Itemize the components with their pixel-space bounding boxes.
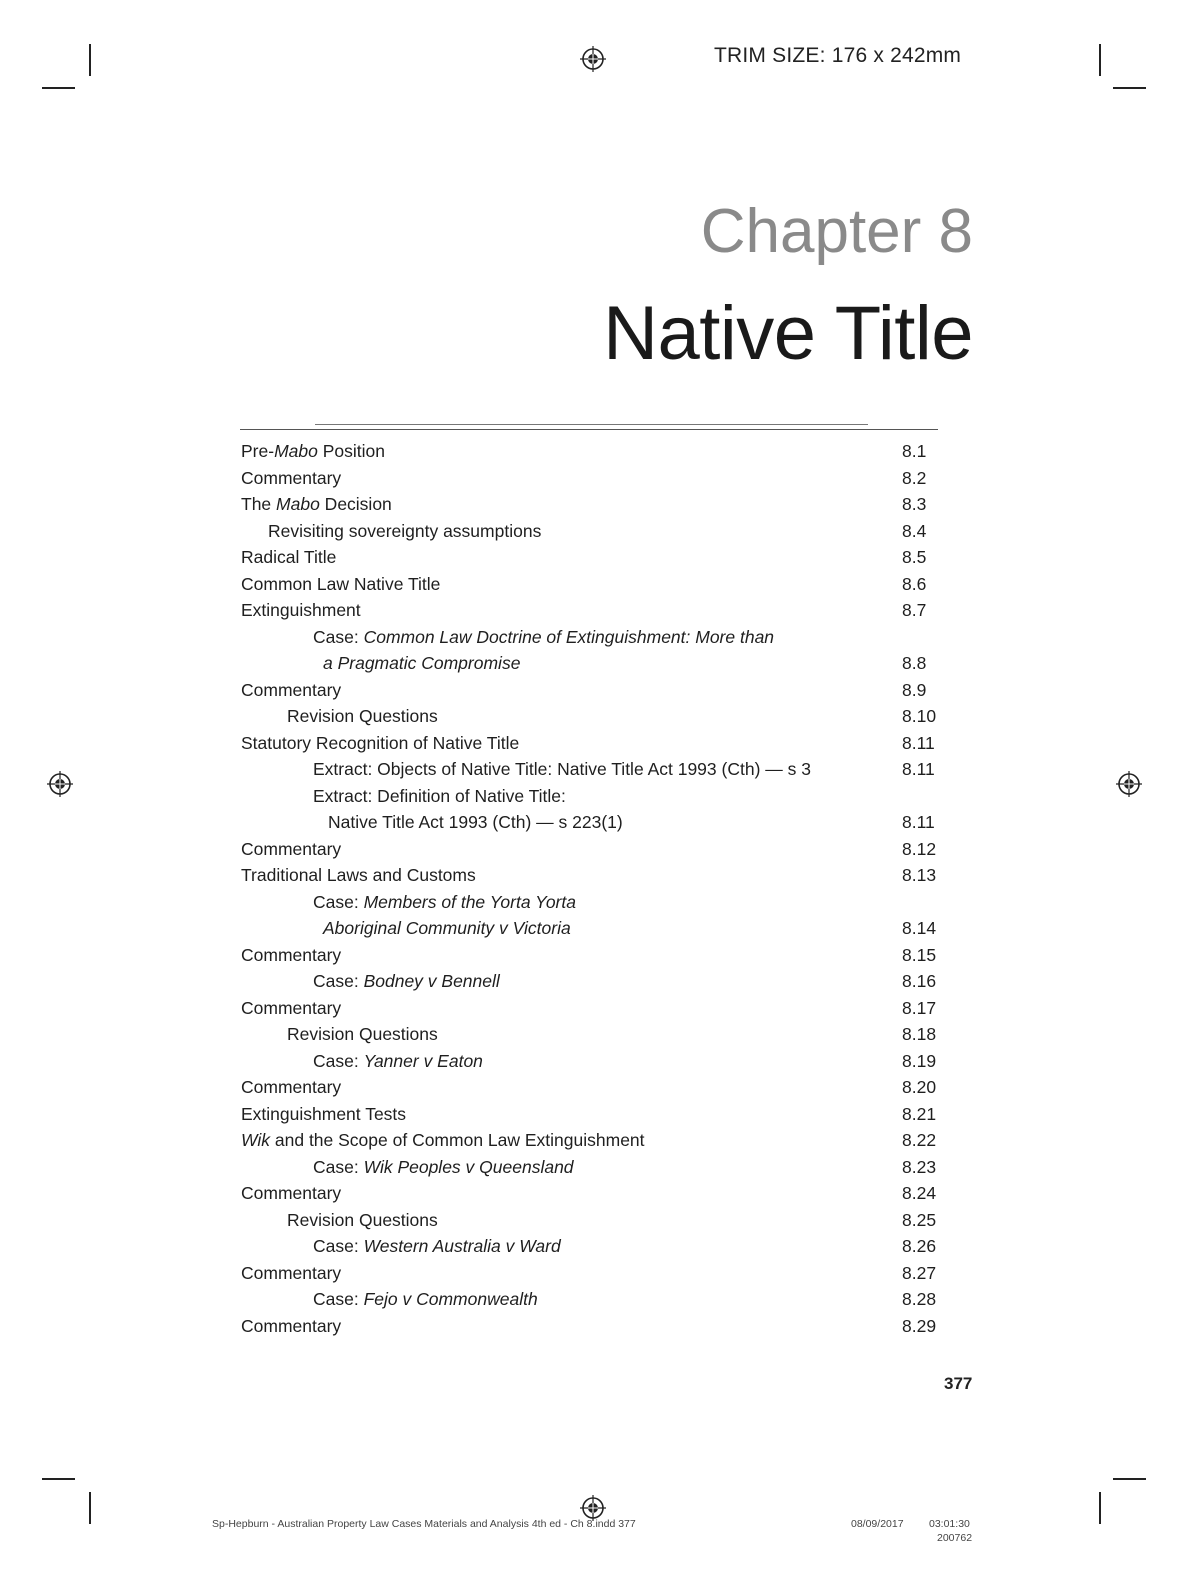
toc-entry-title <box>323 650 520 676</box>
toc-entry <box>0 1313 1200 1339</box>
toc-entry <box>0 1021 1200 1047</box>
toc-entry-text: Case: <box>313 626 364 647</box>
toc-entry <box>0 465 1200 491</box>
toc-entry-number: 8.3 <box>902 494 927 514</box>
toc-entry <box>0 942 1200 968</box>
footer-date: 08/09/2017 <box>851 1518 904 1530</box>
toc-entry-number: 8.18 <box>902 1024 937 1044</box>
toc-entry <box>0 756 1200 782</box>
toc-entry-number: 8.10 <box>902 706 937 726</box>
toc-entry-title <box>313 1048 483 1074</box>
toc-entry-text: Case: <box>313 1050 364 1071</box>
toc-entry-number: 8.17 <box>902 997 937 1018</box>
footer-file-info: Sp-Hepburn - Australian Property Law Cases Materials and Analysis 4th ed - Ch 8.indd 377 <box>212 1518 636 1530</box>
chapter-title: Native Title <box>603 291 973 376</box>
toc-entry <box>0 783 1200 809</box>
toc-entry-title <box>241 1127 645 1153</box>
toc-entry-number: 8.19 <box>902 1050 937 1071</box>
toc-entry <box>0 1260 1200 1286</box>
toc-entry-title <box>241 942 341 968</box>
toc-entry <box>0 1180 1200 1206</box>
toc-entry-title <box>323 915 571 941</box>
toc-entry-text: Commentary <box>241 997 342 1018</box>
crop-mark-top-right-v <box>1099 44 1101 76</box>
toc-entry <box>0 862 1200 888</box>
toc-entry-number: 8.24 <box>902 1183 937 1203</box>
toc-entry-title <box>241 491 392 517</box>
toc-entry-title <box>241 1074 341 1100</box>
toc-entry-title <box>268 518 541 544</box>
toc-entry-title <box>328 809 623 835</box>
toc-entry-title <box>241 730 519 756</box>
toc-entry-text: Case: <box>313 891 364 912</box>
toc-entry-title <box>287 1207 438 1233</box>
toc-entry-number: 8.23 <box>902 1156 937 1177</box>
toc-entry-title <box>241 544 336 570</box>
toc-entry-title <box>241 1313 341 1339</box>
toc-entry <box>0 624 1200 650</box>
toc-entry <box>0 544 1200 570</box>
toc-entry-number: 8.11 <box>902 732 935 753</box>
toc-entry-text: Statutory Recognition of Native Title <box>241 732 520 753</box>
toc-entry <box>0 1233 1200 1259</box>
toc-entry-title <box>241 836 341 862</box>
toc-entry-title <box>313 968 500 994</box>
toc-entry-number: 8.25 <box>902 1209 937 1230</box>
toc-entry-text: Commentary <box>241 838 342 859</box>
toc-rule-lower <box>240 429 938 430</box>
toc-entry <box>0 809 1200 835</box>
page-number: 377 <box>944 1374 973 1393</box>
toc-entry <box>0 995 1200 1021</box>
toc-entry <box>0 1074 1200 1100</box>
toc-entry-number: 8.11 <box>902 759 935 779</box>
toc-entry-text: Revision Questions <box>287 1024 438 1044</box>
toc-entry-number: 8.8 <box>902 653 927 673</box>
toc-entry-title <box>241 1180 341 1206</box>
toc-entry-title <box>241 465 341 491</box>
toc-entry-text: Native Title Act 1993 (Cth) — s 223(1) <box>328 812 623 832</box>
toc-entry-text: Extinguishment <box>241 600 361 620</box>
toc-entry-text: Commentary <box>241 1183 342 1203</box>
toc-entry <box>0 518 1200 544</box>
toc-entry-text: Wik Peoples v Queensland <box>363 1156 574 1177</box>
toc-entry-text: Radical Title <box>241 547 337 567</box>
crop-mark-top-right-h <box>1113 87 1146 89</box>
toc-entry-title <box>313 1286 538 1312</box>
toc-entry-title <box>241 1260 341 1286</box>
toc-entry-title <box>313 1233 561 1259</box>
toc-entry-text: Decision <box>319 494 392 514</box>
toc-entry-text: Western Australia v Ward <box>363 1236 561 1256</box>
toc-entry <box>0 571 1200 597</box>
toc-entry-text: Commentary <box>241 679 342 700</box>
toc-entry-number: 8.14 <box>902 918 937 938</box>
toc-entry <box>0 968 1200 994</box>
toc-entry-title <box>241 677 341 703</box>
trim-size-label: TRIM SIZE: 176 x 242mm <box>714 44 962 67</box>
toc-entry <box>0 730 1200 756</box>
toc-entry-text: Commentary <box>241 1315 342 1336</box>
toc-rule-upper <box>315 424 868 425</box>
toc-entry-text: Mabo <box>276 494 320 514</box>
toc-entry-number: 8.6 <box>902 573 927 594</box>
toc-entry-text: Commentary <box>241 467 342 488</box>
toc-entry-number: 8.5 <box>902 547 927 567</box>
toc-entry <box>0 677 1200 703</box>
toc-entry <box>0 1286 1200 1312</box>
toc-entry-text: Case: <box>313 1236 364 1256</box>
toc-entry <box>0 1127 1200 1153</box>
toc-entry-title <box>241 438 385 464</box>
toc-entry-number: 8.29 <box>902 1315 937 1336</box>
toc-entry-number: 8.1 <box>902 441 927 461</box>
toc-entry-number: 8.16 <box>902 971 937 991</box>
toc-entry-text: Mabo <box>274 441 318 461</box>
toc-entry-title <box>313 756 811 782</box>
toc-entry-text: Case: <box>313 971 364 991</box>
toc-entry-number: 8.27 <box>902 1262 937 1283</box>
footer-job-number: 200762 <box>937 1532 973 1544</box>
toc-entry-number: 8.4 <box>902 520 927 541</box>
toc-entry-text: Aboriginal Community v Victoria <box>323 918 571 938</box>
toc-entry-text: and the Scope of Common Law Extinguishment <box>270 1130 645 1150</box>
toc-entry <box>0 491 1200 517</box>
crop-mark-top-left-v <box>89 44 91 76</box>
toc-entry-title <box>313 624 774 650</box>
toc-entry-text: Traditional Laws and Customs <box>241 865 476 885</box>
toc-entry-number: 8.15 <box>902 944 937 965</box>
toc-entry <box>0 1101 1200 1127</box>
crop-mark-bottom-right-v <box>1099 1492 1101 1524</box>
toc-entry-text: Case: <box>313 1289 364 1309</box>
toc-entry-text: Case: <box>313 1156 364 1177</box>
toc-entry-text: Position <box>317 441 385 461</box>
toc-entry <box>0 1048 1200 1074</box>
toc-entry-number: 8.20 <box>902 1077 937 1097</box>
crop-mark-top-left-h <box>42 87 75 89</box>
crop-mark-bottom-left-v <box>89 1492 91 1524</box>
toc-entry-title <box>313 783 566 809</box>
crop-mark-bottom-right-h <box>1113 1478 1146 1480</box>
toc-entry-text: Revision Questions <box>287 1209 438 1230</box>
toc-entry-number: 8.12 <box>902 838 937 859</box>
toc-entry-text: Commentary <box>241 944 342 965</box>
toc-entry <box>0 836 1200 862</box>
toc-entry-text: The <box>241 494 277 514</box>
crop-mark-bottom-left-h <box>42 1478 75 1480</box>
toc-entry-title <box>287 1021 438 1047</box>
toc-entry-text: a Pragmatic Compromise <box>323 653 521 673</box>
toc-entry-number: 8.2 <box>902 467 927 488</box>
toc-entry-title <box>241 862 476 888</box>
toc-entry-title <box>241 597 361 623</box>
toc-entry <box>0 438 1200 464</box>
toc-entry-number: 8.28 <box>902 1289 937 1309</box>
toc-entry-text: Members of the Yorta Yorta <box>363 891 576 912</box>
toc-entry <box>0 650 1200 676</box>
toc-entry-text: Yanner v Eaton <box>363 1050 483 1071</box>
toc-entry-text: Revisiting sovereignty assumptions <box>268 520 542 541</box>
toc-entry <box>0 889 1200 915</box>
toc-entry-text: Common Law Doctrine of Extinguishment: More than <box>363 626 775 647</box>
toc-entry <box>0 597 1200 623</box>
toc-entry <box>0 1207 1200 1233</box>
toc-entry <box>0 703 1200 729</box>
toc-entry-number: 8.13 <box>902 865 937 885</box>
toc-entry-number: 8.21 <box>902 1103 937 1124</box>
toc-entry-number: 8.26 <box>902 1236 937 1256</box>
toc-entry-number: 8.11 <box>902 812 935 832</box>
registration-mark-icon <box>580 46 606 72</box>
chapter-number: Chapter 8 <box>700 197 973 266</box>
toc-entry <box>0 1154 1200 1180</box>
toc-entry-text: Extinguishment Tests <box>241 1103 407 1124</box>
toc-entry-title <box>287 703 438 729</box>
footer-time: 03:01:30 <box>929 1518 970 1530</box>
toc-entry-title <box>313 889 576 915</box>
toc-entry-text: Extract: Objects of Native Title: Native Title Act 1993 (Cth) — s 3 <box>313 759 811 779</box>
toc-entry-number: 8.7 <box>902 600 927 620</box>
toc-entry-title <box>241 571 440 597</box>
toc-entry-number: 8.22 <box>902 1130 937 1150</box>
toc-entry-number: 8.9 <box>902 679 927 700</box>
toc-entry-text: Bodney v Bennell <box>363 971 500 991</box>
toc-entry-text: Wik <box>241 1130 271 1150</box>
toc-entry-title <box>241 995 341 1021</box>
toc-entry-text: Commentary <box>241 1077 342 1097</box>
toc-entry-title <box>241 1101 406 1127</box>
toc-entry-text: Common Law Native Title <box>241 573 441 594</box>
toc-entry-text: Commentary <box>241 1262 342 1283</box>
toc-entry-text: Extract: Definition of Native Title: <box>313 785 566 806</box>
toc-entry-title <box>313 1154 574 1180</box>
toc-entry-text: Fejo v Commonwealth <box>363 1289 538 1309</box>
toc-entry-text: Pre- <box>241 441 275 461</box>
toc-entry <box>0 915 1200 941</box>
toc-entry-text: Revision Questions <box>287 706 438 726</box>
